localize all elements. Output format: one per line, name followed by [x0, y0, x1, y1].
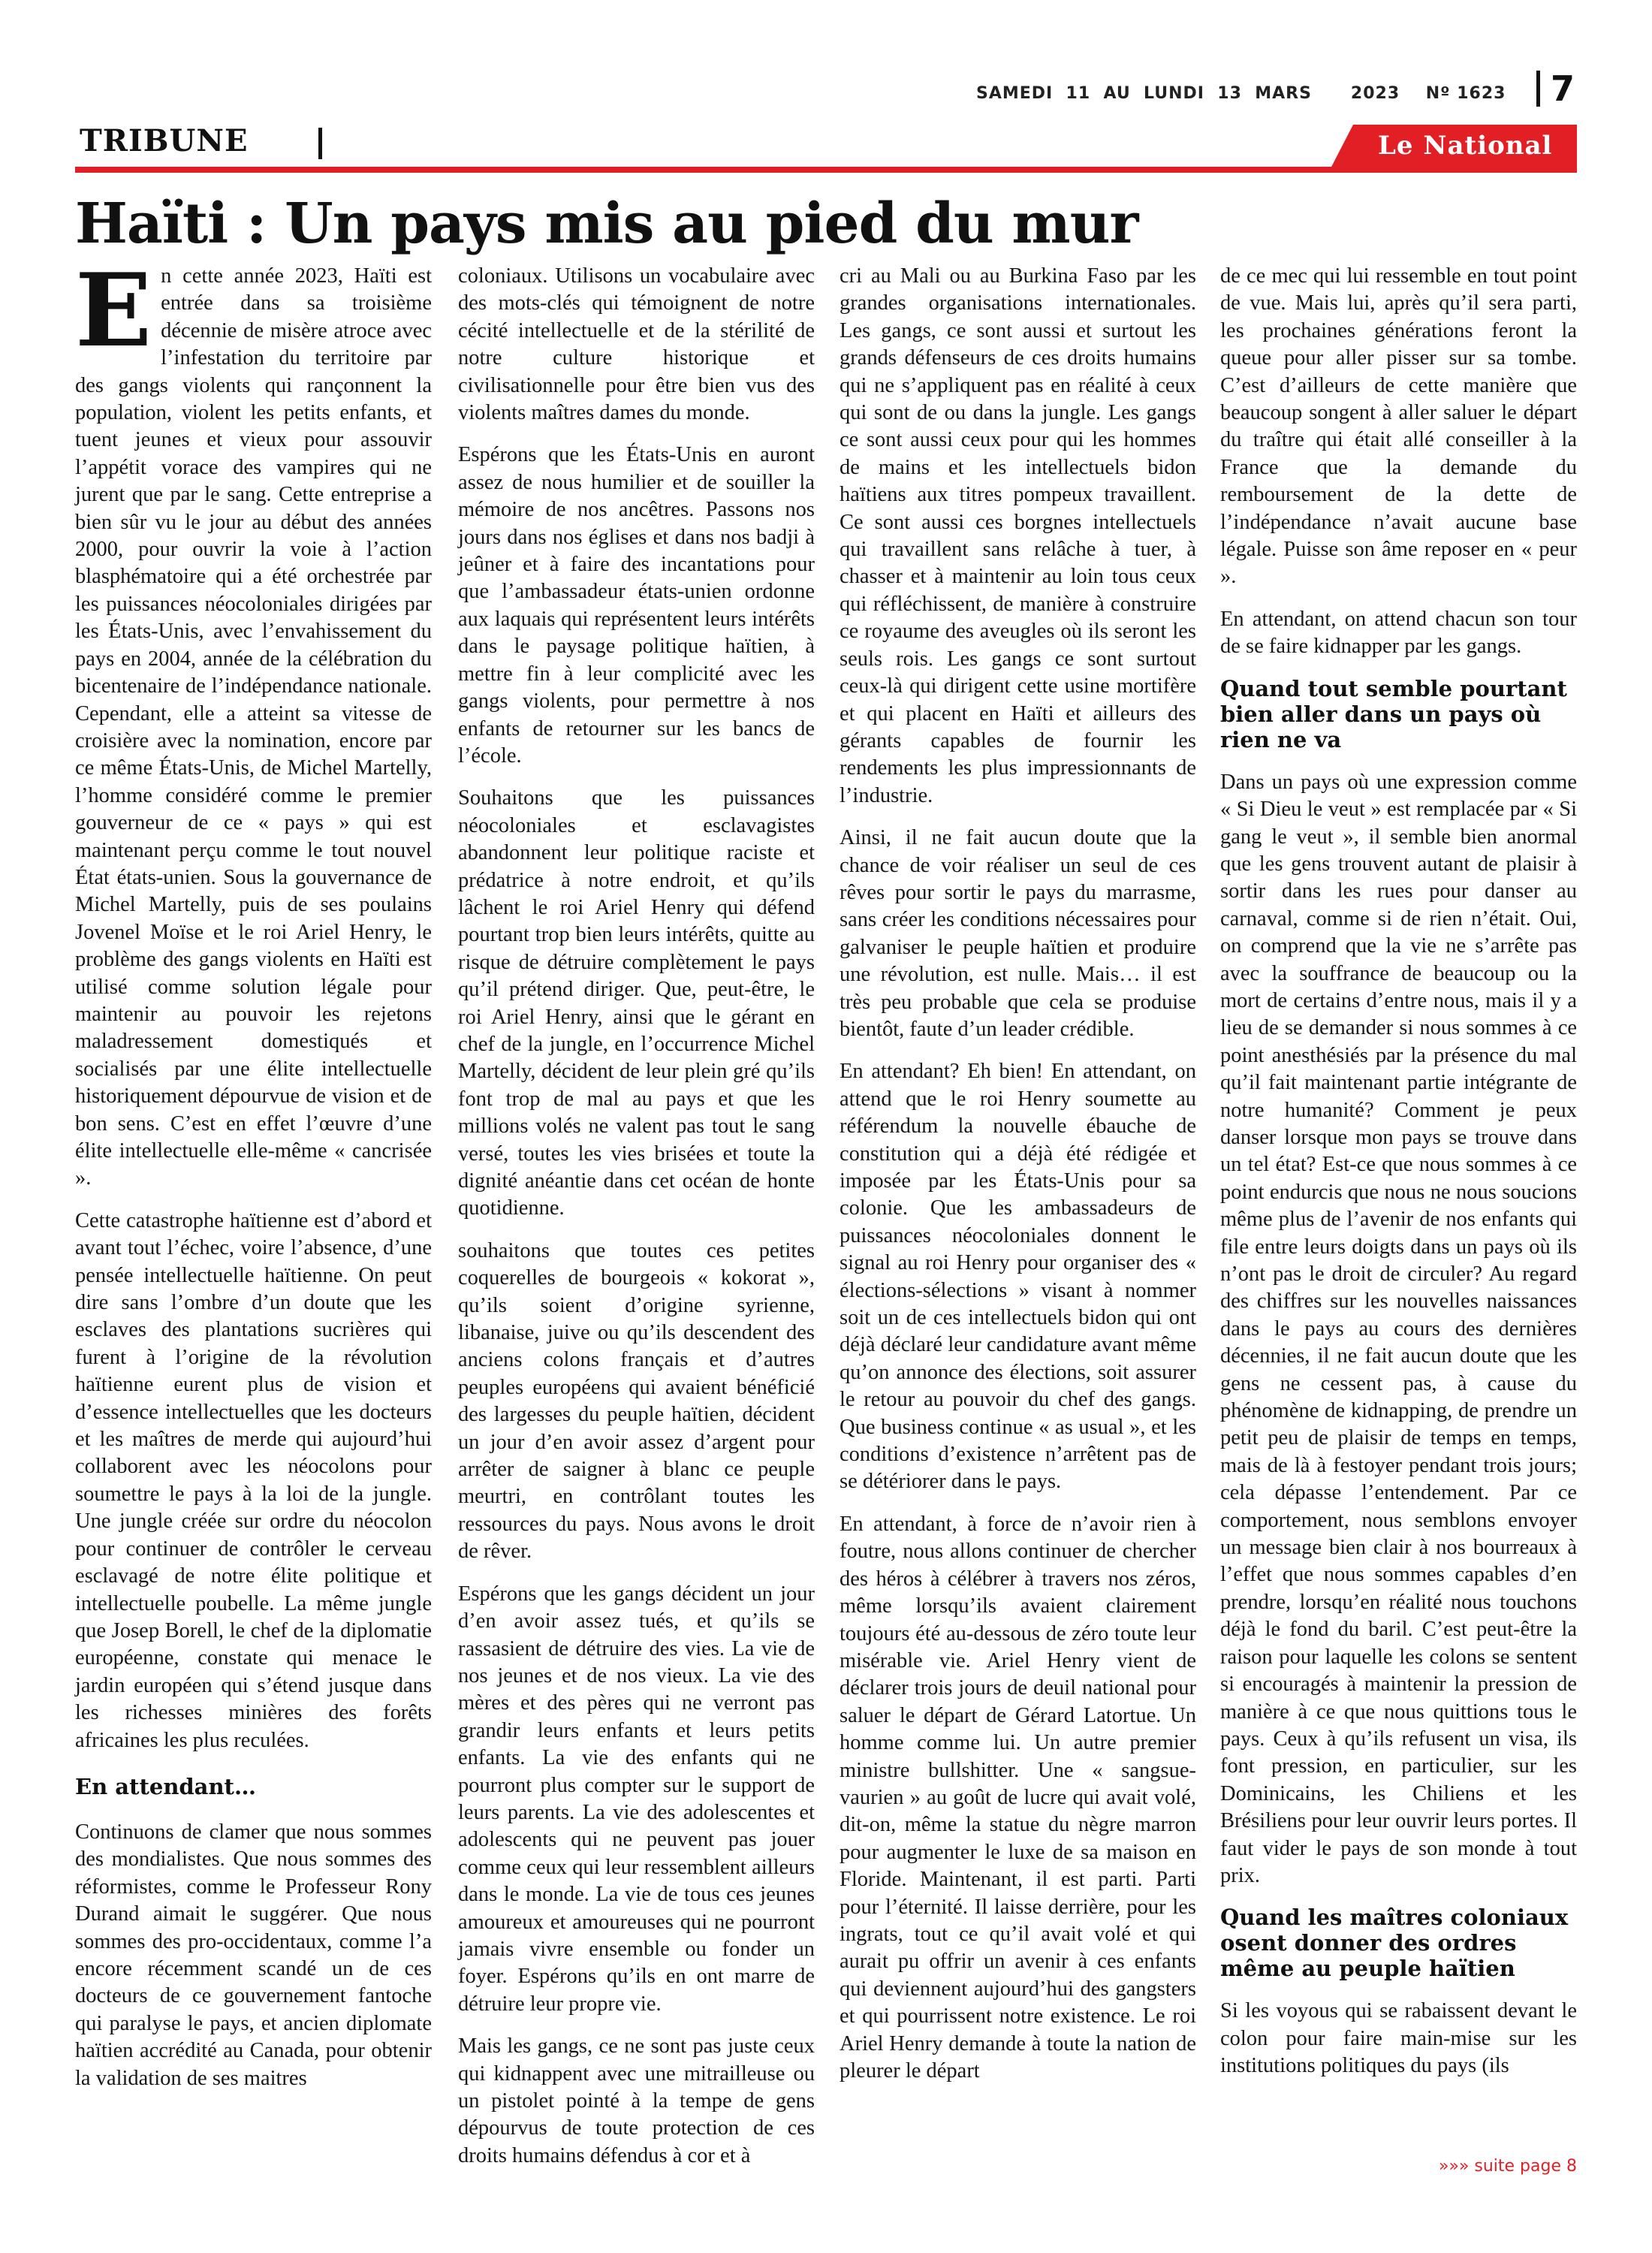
paragraph: souhaitons que toutes ces petites coquerelles de bourgeois « kokorat », qu’ils soient d’origine syrienne, libanaise, juive ou qu’ils descendent des anciens colons français et d’autres peuples européens qui avaient bénéficié des largesses du peuple haïtien, décident un jour d’en avoir assez d’argent pour arrêter de saigner à blanc ce peuple meurtri, en contrôlant toutes les ressources du pays. Nous avons le droit de rêver. — [458, 1238, 815, 1564]
paragraph: Mais les gangs, ce ne sont pas juste ceux qui kidnappent avec une mitrailleuse ou un pistolet pointé à la tempe de gens dépourvus de toute protection de ces droits humains défendus à cor et à — [458, 2034, 815, 2167]
paragraph: En attendant, on attend chacun son tour de se faire kidnapper par les gangs. — [1220, 607, 1577, 659]
subheading: En attendant… — [75, 1773, 256, 1799]
article-column-2 — [458, 263, 815, 2167]
paragraph: En attendant, à force de n’avoir rien à foutre, nous allons continuer de chercher des héros à célébrer à travers nos zéros, même lorsqu’ils avaient clairement toujours été au-dessous de zéro toute leur misérable vie. Ariel Henry vient de déclarer trois jours de deuil national pour saluer le départ de Gérard Latortue. Un homme comme lui. Un autre premier ministre bullshitter. Une « sangsue-vaurien » au goût de lucre qui avait volé, dit-on, même la statue du nègre marron pour augmenter le luxe de sa maison en Floride. Maintenant, il est parti. Parti pour l’éternité. Il laisse derrière, pour les ingrats, tout ce qu’il avait volé et qui aurait pu offrir un avenir à ces enfants qui deviennent aujourd’hui des gangsters et qui pourrissent notre existence. Le roi Ariel Henry demande à toute la nation de pleurer le départ — [840, 1512, 1196, 2083]
paper-name: Le National — [1378, 131, 1553, 161]
paragraph: En attendant? Eh bien! En attendant, on attend que le roi Henry soumette au référendum la nouvelle ébauche de constitution qui a déjà été rédigée et imposée par les États-Unis pour sa colonie. Que les ambassadeurs de puissances néocoloniales donnent le signal au roi Henry pour organiser des « élections-sélections » visant à nommer soit un de ces intellectuels bidon qui ont déjà déclaré leur candidature avant même qu’on annonce des élections, soit assurer le retour au pouvoir du chef des gangs. Que business continue « as usual », et les conditions d’existence n’arrêtent pas de se détériorer dans le pays. — [840, 1060, 1196, 1494]
page-number: 7 — [1536, 71, 1575, 107]
issue-date-line: SAMEDI 11 AU LUNDI 13 MARS 2023 Nº 1623 — [976, 84, 1506, 103]
section-divider — [318, 128, 322, 159]
paragraph-text: n cette année 2023, Haïti est entrée dans sa troisième décennie de misère atroce avec l’infestation du territoire par des gangs violents qui rançonnent la population, violent les petits enfants, et tuent jeunes et vieux pour assouvir l’appétit vorace des vampires qui ne jurent que par le sang. Cette entreprise a bien sûr vu le jour au début des années 2000, pour ouvrir la voie à l’action blasphématoire qui a été orchestrée par les puissances néocoloniales dirigées par les États-Unis, avec l’envahissement du pays en 2004, année de la célébration du bicentenaire de l’indépendance nationale. Cependant, elle a atteint sa vitesse de croisière avec la nomination, encore par ce même États-Unis, de Michel Martelly, l’homme considéré comme le premier gouverneur de ce « pays » qui est maintenant perçu comme le tout nouvel État états-unien. Sous la gouvernance de Michel Martelly, puis de ses poulains Jovenel Moïse et le roi Ariel Henry, le problème des gangs violents en Haïti est utilisé comme solution légale pour maintenir au pouvoir les rejetons maladressement domestiqués et socialisés par une élite intellectuelle historiquement dépourvue de vision et de bon sens. C’est en effet l’œuvre d’une élite intellectuelle elle-même « cancrisée ». — [75, 264, 432, 1190]
paragraph: cri au Mali ou au Burkina Faso par les grandes organisations internationales. Les gangs, ce sont aussi et surtout les grands défenseurs de ces droits humains qui ne s’appliquent pas en réalité à ceux qui sont de ou dans la jungle. Les gangs ce sont aussi ceux pour qui les hommes de mains et les intellectuels bidon haïtiens aux titres pompeux travaillent. Ce sont aussi ces borgnes intellectuels qui travaillent sans relâche à tuer, à chasser et à maintenir au loin tous ceux qui réfléchissent, de manière à construire ce royaume des aveugles où ils seront les seuls rois. Les gangs ce sont surtout ceux-là qui dirigent cette usine mortifère et qui placent en Haïti et ailleurs des gérants capables de fournir les rendements les plus impressionnants de l’industrie. — [840, 264, 1196, 807]
section-label: TRIBUNE — [80, 123, 249, 158]
header-rule — [75, 167, 1577, 173]
subheading: Quand les maîtres coloniaux osent donner des ordres même au peuple haïtien — [1220, 1905, 1569, 1982]
paragraph: coloniaux. Utilisons un vocabulaire avec des mots-clés qui témoignent de notre cécité intellectuelle et de la stérilité de notre culture historique et civilisationnelle pour être bien vus des violents maîtres dames du monde. — [458, 264, 815, 425]
subheading: Quand tout semble pourtant bien aller dans un pays où rien ne va — [1220, 675, 1567, 753]
paragraph: Continuons de clamer que nous sommes des mondialistes. Que nous sommes des réformistes, comme le Professeur Rony Durand aimait le suggérer. Que nous sommes des pro-occidentaux, comme l’a encore récemment scandé un de ces docteurs de ce gouvernement fantoche qui paralyse le pays, et ancien diplomate haïtien accrédité au Canada, pour obtenir la validation de ses maitres — [75, 1820, 432, 2090]
paragraph: Dans un pays où une expression comme « Si Dieu le veut » est remplacée par « Si gang le veut », il semble bien anormal que les gens trouvent autant de plaisir à sortir dans les rues pour danser au carnaval, comme si de rien n’était. Oui, on comprend que la vie ne s’arrête pas avec la souffrance de beaucoup ou la mort de certains d’entre nous, mais il y a lieu de se demander si nous sommes à ce point anesthésiés par la présence du mal qu’il fait maintenant partie intégrante de notre humanité? Comment je peux danser lorsque mon pays se trouve dans un tel état? Est-ce que nous sommes à ce point endurcis que nous ne nous soucions même plus de l’avenir de nos enfants qui file entre leurs doigts dans un pays où ils n’ont pas le droit de circuler? Au regard des chiffres sur les nouvelles naissances dans le pays au cours des dernières décennies, il ne fait aucun doute que les gens ne cessent pas, à cause du phénomène de kidnapping, de prendre un petit peu de plaisir de temps en temps, mais de là à festoyer pendant trois jours; cela dépasse l’entendement. Par ce comportement, nous semblons envoyer un message bien clair à nos bourreaux à l’effet que nous sommes capables d’en prendre, lorsqu’en réalité nous touchons déjà le fond du baril. C’est peut-être la raison pour laquelle les colons se sentent si encouragés à maintenir la pression de manière à ce que nous quittions tous le pays. Ceux à qu’ils refusent un visa, ils font pression, en particulier, sur les Dominicains, les Chiliens et les Brésiliens pour leur ouvrir leurs portes. Il faut vider le pays de son monde à tout prix. — [1220, 770, 1577, 1887]
paragraph: Cette catastrophe haïtienne est d’abord et avant tout l’échec, voire l’absence, d’une pensée intellectuelle haïtienne. On peut dire sans l’ombre d’un doute que les esclaves des plantations sucrières qui furent à l’origine de la révolution haïtienne eurent plus de vision et d’essence intellectuelles que les docteurs et les maîtres de merde qui aujourd’hui collaborent avec les néocolons pour soumettre le pays à la loi de la jungle. Une jungle créée sur ordre du néocolon pour continuer de contrôler le cerveau esclavagé de notre élite politique et intellectuelle poubelle. La même jungle que Josep Borell, le chef de la diplomatie européenne, constate qui menace le jardin européen qui s’étend jusque dans les richesses minières des forêts africaines les plus reculées. — [75, 1208, 432, 1752]
continued-on-page-link[interactable]: »»» suite page 8 — [1439, 2157, 1577, 2176]
paragraph: Espérons que les États-Unis en auront assez de nous humilier et de souiller la mémoire de nos ancêtres. Passons nos jours dans nos églises et dans nos badji à jeûner et à faire des incantations pour que l’ambassadeur états-unien ordonne aux laquais qui représentent leurs intérêts dans le paysage politique haïtien, à mettre fin à leur complicité avec les gangs violents, pour permettre à nos enfants de retourner sur les bancs de l’école. — [458, 443, 815, 768]
article-column-3 — [840, 263, 1196, 2148]
paragraph: Souhaitons que les puissances néocoloniales et esclavagistes abandonnent leur politique raciste et prédatrice à notre endroit, et qu’ils lâchent le roi Ariel Henry qui défend pourtant trop bien leurs intérêts, quitte au risque de détruire complètement le pays qu’il prétend diriger. Que, peut-être, le roi Ariel Henry, ainsi que le gérant en chef de la jungle, en l’occurrence Michel Martelly, décident de leur plein gré qu’ils font trop de mal au pays et que les millions volés ne valent pas tout le sang versé, toutes les vies brisées et toute la dignité anéantie dans cet océan de honte quotidienne. — [458, 786, 815, 1220]
paragraph — [75, 251, 432, 1193]
article-column-1 — [75, 251, 432, 2148]
paragraph: Ainsi, il ne fait aucun doute que la chance de voir réaliser un seul de ces rêves pour sortir le pays du marrasme, sans créer les conditions nécessaires pour galvaniser le peuple haïtien et produire une révolution, est nulle. Mais… il est très peu probable que cela se produise bientôt, faute d’un leader crédible. — [840, 826, 1196, 1041]
paragraph: de ce mec qui lui ressemble en tout point de vue. Mais lui, après qu’il sera parti, les prochaines générations feront la queue pour aller pisser sur sa tombe. C’est d’ailleurs de cette manière que beaucoup songent à aller saluer le départ du traître qui était allé conseiller à la France que la demande du remboursement de la dette de l’indépendance n’avait aucune base légale. Puisse son âme reposer en « peur ». — [1220, 264, 1577, 589]
drop-cap: E — [75, 251, 152, 369]
paragraph: Espérons que les gangs décident un jour d’en avoir assez tués, et qu’ils se rassasient de détruire des vies. La vie de nos jeunes et de nos vieux. La vie des mères et des pères qui ne verront pas grandir leurs enfants et leurs petits enfants. La vie des enfants qui ne pourront plus compter sur le support de leurs parents. La vie des adolescentes et adolescents qui ne peuvent pas jouer comme ceux qui leur ressemblent ailleurs dans le monde. La vie de tous ces jeunes amoureux et amoureuses qui ne pourront jamais vivre ensemble ou fonder un foyer. Espérons qu’ils en ont marre de détruire leur propre vie. — [458, 1582, 815, 2016]
article-headline: Haïti : Un pays mis au pied du mur — [75, 192, 1138, 256]
article-column-4 — [1220, 263, 1577, 2148]
paragraph: Si les voyous qui se rabaissent devant le colon pour faire main-mise sur les institutions politiques du pays (ils — [1220, 1999, 1577, 2078]
